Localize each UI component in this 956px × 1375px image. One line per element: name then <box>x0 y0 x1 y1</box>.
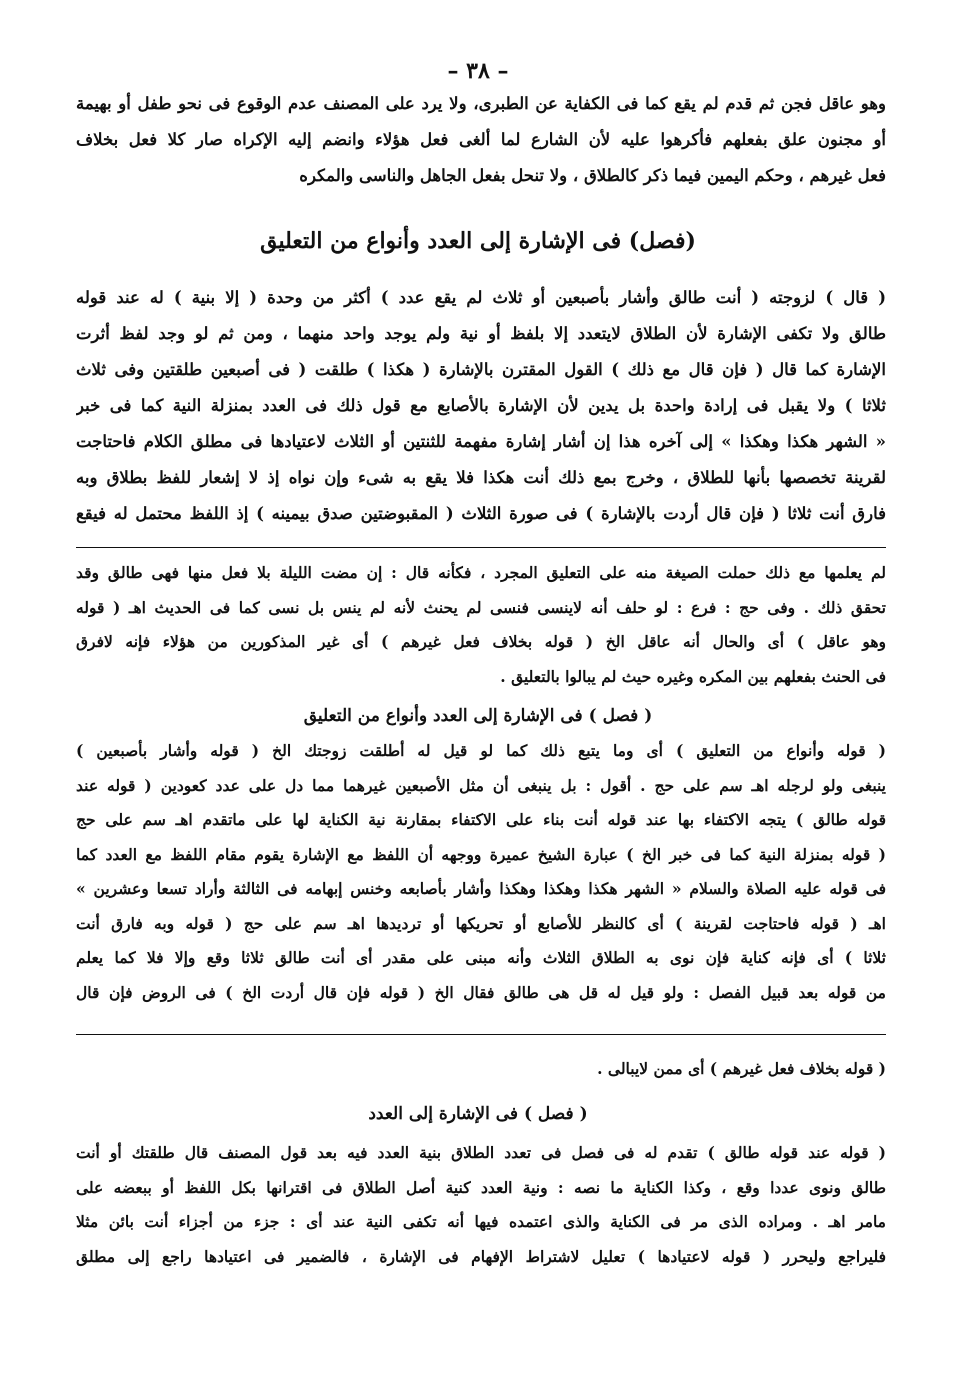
text-line: وهو عاقل فجن ثم قدم لم يقع كما فى الكفاية عن الطبرى، ولا يرد على المصنف عدم الوقوع فى نحو طفل أو بهيمة <box>76 94 886 113</box>
text-line: مامر اهـ . ومراده الذى مر فى الكناية والذى اعتمده فيها أنه تكفى النية عند أى : جزء من أجزاء أنت بائن مثلا <box>76 1212 886 1231</box>
text-line: فارق أنت ثلاثا ( فإن قال أردت بالإشارة ) فى صورة الثلاث ( المقبوضتين صدق بيمينه ) إذ اللفظ محتمل له فيقع <box>76 504 886 523</box>
text-line: فى قوله عليه الصلاة والسلام « الشهر هكذا وهكذا وهكذا وأشار بأصابعه وخنس إبهامه فى الثالثة وأراد تسعا وعشرين » <box>76 879 886 898</box>
commentary-divider-2 <box>76 1034 886 1035</box>
text-line: فى الحنث بفعلهم بين المكره وغيره حيث لم يبالوا بالتعليق . <box>500 666 886 686</box>
text-line: الإشارة كما قال ( فإن قال مع ذلك ) القول المقترن بالإشارة ( هكذا ) طلقت ( فى أصبعين طلقتين وفى ثلاث <box>76 360 886 379</box>
text-line: ثلاثا ) ولا يقبل فى إرادة واحدة بل يدين لأن الإشارة بالأصابع مع قول ذلك فى العدد بمنزلة النية كما فى خبر <box>76 396 886 415</box>
text-line: فليراجع وليحرر ( قوله لاعتيادها ) تعليل لاشتراط الإفهام فى الإشارة ، فالضمير فى اعتيادها راجع إلى مطلق <box>76 1246 886 1266</box>
commentary-heading-1: ( فصل ) فى الإشارة إلى العدد وأنواع من التعليق <box>303 706 653 726</box>
text-line: ينبغى ولو لرجله اهـ سم على حج . أقول : بل ينبغى أن مثل الأصبعين غيرهما مما دل على عدد كعودين ( قوله عند <box>76 775 886 795</box>
text-line: أو مجنون علق بفعلهم فأكرهوا عليه لأن الشارع لما ألغى فعل هؤلاء وانضم إليه الإكراه صار كلا فعل بخلاف <box>76 130 886 149</box>
text-line: وهو عاقل ) أى والحال أنه عاقل الخ ( قوله بخلاف فعل غيرهم ) أى غير المذكورين من هؤلاء فإنه لافرق <box>76 632 886 651</box>
main-paragraph <box>76 280 886 532</box>
text-line: اهـ ( قوله فاحتاجت لقرينة ) أى كالنظر للأصابع أو تحريكها أو ترديدها اهـ سم على حج ( قوله وبه فارق أنت <box>76 913 886 933</box>
text-line: ( قوله بخلاف فعل غيرهم ) أى ممن لايبالى . <box>597 1059 886 1078</box>
page-number: – ٣٨ – <box>447 58 509 84</box>
commentary-divider <box>76 547 886 548</box>
text-line: ( قوله وأنواع من التعليق ) أى وما يتبع ذلك كما لو قيل له أطلقت زوجتك الخ ( قوله وأشار بأصبعين ) <box>76 741 886 760</box>
commentary-paragraph-3 <box>76 1052 886 1087</box>
commentary-paragraph-1 <box>76 556 886 694</box>
text-line: لم يعلمها مع ذلك حملت الصيغة منه على التعليق المجرد ، فكأنه قال : إن مضت الليلة بلا فعل منها فهى طالق وقد <box>76 563 886 582</box>
text-line: ( قوله عند قوله طالق ) تقدم له فى فصل فى تعدد الطلاق بنية العدد فيه بعد قول المصنف قال طلقتك أو أنت <box>76 1143 886 1162</box>
text-line: ثلاثا ) أى فإنه كناية فإن نوى به الطلاق الثلاث وأنه مبنى على مقدر أى أنت طالق ثلاثا وقع وإلا فلا كما يعلم <box>76 948 886 967</box>
text-line: قوله طالق ) يتجه الاكتفاء بها عند قوله أنت بناء على الاكتفاء بمقارنة نية الكناية لها على ماتقدم اهـ سم على حج <box>76 810 886 829</box>
text-line: طالق ولا تكفى الإشارة لأن الطلاق لايتعدد إلا بلفظ أو نية ولم يوجد واحد منهما ، ومن ثم لو وجد لفظ أثرت <box>76 324 886 343</box>
text-line: ( قال ) لزوجته ( أنت طالق وأشار بأصبعين أو ثلاث لم يقع عدد ) أكثر من وحدة ( إلا بنية ) له عند قوله <box>76 288 886 307</box>
main-section-heading: (فصل) فى الإشارة إلى العدد وأنواع من التعليق <box>260 228 696 254</box>
top-paragraph <box>76 86 886 194</box>
text-line: تحقق ذلك . وفى حج : فرع : لو حلف أنه لاينسى فنسى لم يحنث لأنه لم ينس بل نسى كما فى الحديث اهـ ( قوله <box>76 597 886 617</box>
text-line: طالق ونوى عددا وقع ، وكذا الكناية ما نصه : ونية العدد كنية أصل الطلاق فى اقترانها بكل اللفظ أو ببعضه على <box>76 1177 886 1197</box>
text-line: فعل غيرهم ، وحكم اليمين فيما ذكر كالطلاق ، ولا تنحل بفعل الجاهل والناسى والمكره <box>299 166 886 185</box>
text-line: ( قوله بمنزلة النية كما فى خبر الخ ) عبارة الشيخ عميرة ووجهه أن اللفظ مع الإشارة يقوم مقام اللفظ مع العدد كما <box>76 844 886 864</box>
text-line: من قوله بعد قبيل الفصل : ولو قيل له قل هى طالق فقال الخ ( قوله فإن قال أردت الخ ) فى الروض فإن قال <box>76 982 886 1002</box>
text-line: « الشهر هكذا وهكذا » إلى آخره هذا إن أشار إشارة مفهمة للثنتين أو الثلاث لاعتيادها فى مطلق الكلام فاحتاجت <box>76 432 886 451</box>
commentary-paragraph-4 <box>76 1136 886 1274</box>
text-line: لقرينة تخصصها بأنها للطلاق ، وخرج بمع ذلك أنت هكذا فلا يقع به شىء وإن نواه إذ لا إشعار للفظ بطلاق وبه <box>76 468 886 487</box>
commentary-heading-2: ( فصل ) فى الإشارة إلى العدد <box>368 1104 588 1124</box>
commentary-paragraph-2 <box>76 734 886 1010</box>
